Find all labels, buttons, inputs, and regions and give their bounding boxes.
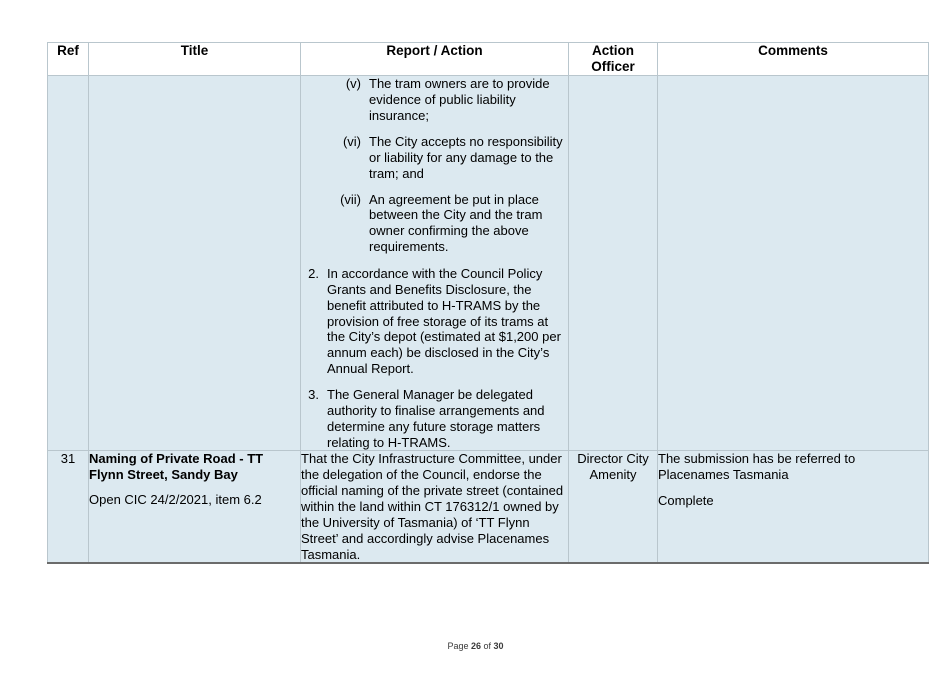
table-header [48, 43, 929, 76]
page-footer [0, 641, 951, 651]
list-item-text: In accordance with the Council Policy Grants and Benefits Disclosure, the benefit attributed to H-TRAMS by the provision of free storage of its trams at the City’s depot (estimated at $1,200 per annum each) be disclosed in the City’s Annual Report. [327, 265, 561, 377]
cell-comments [658, 76, 929, 451]
column-header-action-officer [569, 43, 658, 76]
action-report-table [47, 42, 929, 564]
list-item-text: An agreement be put in place between the City and the tram owner confirming the above requirements. [369, 191, 543, 255]
row-title: Naming of Private Road - TT Flynn Street, Sandy Bay [89, 451, 264, 483]
footer-page-label: Page [447, 641, 469, 651]
table-row [48, 451, 929, 564]
list-marker: 2. [308, 265, 319, 281]
table-header-row [48, 43, 929, 76]
row-title-reference: Open CIC 24/2/2021, item 6.2 [89, 492, 262, 508]
list-item-text: The General Manager be delegated authority to finalise arrangements and determine any future storage matters relating to H-TRAMS. [327, 386, 545, 450]
list-marker: (v) [345, 76, 361, 92]
comment-status: Complete [658, 493, 714, 509]
cell-action-officer: Director City Amenity [569, 451, 658, 564]
table-body [48, 76, 929, 564]
list-item [301, 387, 568, 450]
list-marker: 3. [308, 386, 319, 402]
cell-comments [658, 451, 929, 564]
list-item-text: The City accepts no responsibility or liability for any damage to the tram; and [369, 133, 563, 181]
list-item [301, 134, 568, 182]
list-item [301, 76, 568, 124]
list-marker: (vi) [342, 133, 361, 149]
list-item [301, 192, 568, 255]
footer-of-label: of [483, 641, 492, 651]
list-item [301, 266, 568, 377]
cell-ref: 31 [48, 451, 89, 564]
column-header-comments: Comments [658, 43, 929, 76]
comment-text: The submission has be referred to Placenames Tasmania [658, 451, 856, 483]
numbered-list [301, 266, 568, 450]
footer-total-pages: 30 [493, 641, 504, 651]
cell-action-officer [569, 76, 658, 451]
cell-report-action [301, 76, 569, 451]
column-header-action-officer-line2: Officer [591, 59, 635, 75]
cell-report-action [301, 451, 569, 564]
cell-ref [48, 76, 89, 451]
list-marker: (vii) [340, 191, 361, 207]
column-header-report-action: Report / Action [301, 43, 569, 76]
cell-title [89, 451, 301, 564]
roman-numeral-list [301, 76, 568, 255]
list-item-text: The tram owners are to provide evidence of public liability insurance; [369, 76, 550, 124]
column-header-title: Title [89, 43, 301, 76]
footer-page-number: 26 [470, 641, 481, 651]
table-row [48, 76, 929, 451]
cell-title [89, 76, 301, 451]
column-header-ref: Ref [48, 43, 89, 76]
column-header-action-officer-line1: Action [592, 43, 634, 58]
report-action-text: That the City Infrastructure Committee, under the delegation of the Council, endorse the official naming of the private street (contained within the land within CT 176312/1 owned by the University of Tasmania) of ‘TT Flynn Street’ and accordingly advise Placenames Tasmania. [301, 451, 564, 562]
